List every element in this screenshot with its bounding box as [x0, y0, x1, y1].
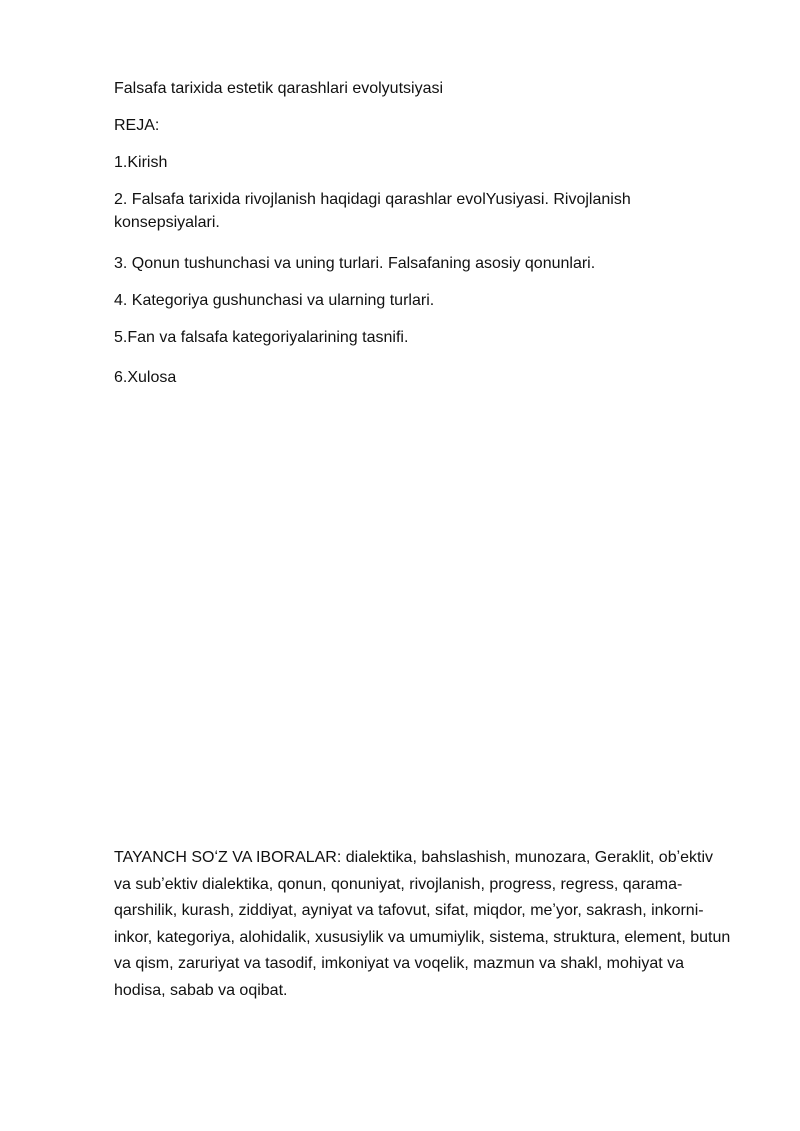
plan-heading: REJA: — [114, 117, 160, 134]
document-title: Falsafa tarixida estetik qarashlari evolyutsiyasi — [114, 80, 444, 97]
keywords-paragraph: TAYANCH SOʻZ VA IBORALAR: dialektika, bahslashish, munozara, Geraklit, obʼektiv va subʼektiv dialektika, qonun, qonuniyat, rivojlanish, progress, regress, qarama-qarshilik, kurash, ziddiyat, ayniyat va tafovut, sifat, miqdor, meʼyor, sakrash, inkorni-inkor, kategoriya, alohidalik, xususiylik va umumiylik, sistema, struktura, element, butun va qism, zaruriyat va tasodif, imkoniyat va voqelik, mazmun va shakl, mohiyat va hodisa, sabab va oqibat. — [114, 849, 731, 999]
plan-item-5: 5.Fan va falsafa kategoriyalarining tasnifi. — [114, 329, 409, 346]
plan-item-1: 1.Kirish — [114, 154, 168, 171]
plan-item-3: 3. Qonun tushunchasi va uning turlari. Falsafaning asosiy qonunlari. — [114, 255, 596, 272]
plan-item-2: 2. Falsafa tarixida rivojlanish haqidagi qarashlar evolYusiyasi. Rivojlanish konsepsiyalari. — [114, 191, 631, 231]
plan-item-4: 4. Kategoriya gushunchasi va ularning turlari. — [114, 292, 435, 309]
plan-item-6: 6.Xulosa — [114, 369, 177, 386]
